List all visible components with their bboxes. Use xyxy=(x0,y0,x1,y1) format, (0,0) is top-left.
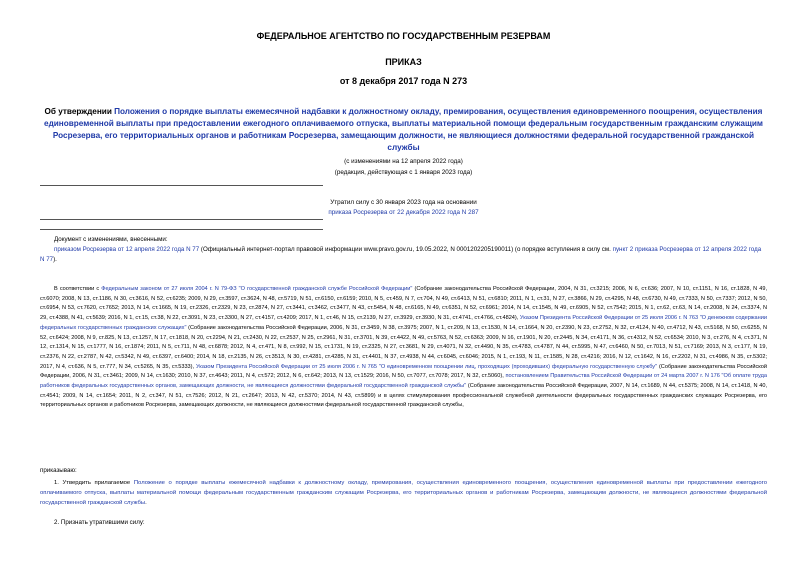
doc-changes-text-1: (Официальный интернет-портал правовой информации www.pravo.gov.ru, 19.05.2022, N 0001202205190011) (о порядке вступления в силу см. xyxy=(199,246,613,253)
preamble-link-decree-763[interactable]: Указом Президента Российской Федерации от 25 июля 2006 г. N 763 "О денежном содержании федеральных государственных гражданских служащих" xyxy=(40,315,767,331)
preamble-text-1: (Собрание законодательства Российской Федерации, 2004, N 31, ст.3215; 2006, N 6, ст.636; 2007, N 10, ст.1151, N 16, ст.1828, N 49, ст.6070; 2008, N 13, ст.1186, N 30, ст.3616, N 52, ст.6235; 2009, N 29, ст.3597, ст.3624, N 48, ст.5719, N 51, ст.6150, ст.6159; 2010, N 5, ст.459, N 7, ст.704, N 49, ст.6413, N 51, ст.6810; 2011, N 1, ст.31, N 27, ст.3866, N 29, ст.4295, N 48, ст.6730, N 49, ст.7333, N 50, ст.7337; 2012, N 50, ст.6954, N 53, ст.7620, ст.7652; 2013, N 14, ст.1665, N 19, ст.2326, ст.2329, N 23, ст.2874, N 27, ст.3441, ст.3462, ст.3477, N 43, ст.5454, N 48, ст.6165, N 49, ст.6351, N 52, ст.6961; 2014, N 14, ст.1545, N 49, ст.6905, N 52, ст.7542; 2015, N 1, ст.62, ст.63, N 14, ст.2008, N 24, ст.3374, N 29, ст.4388, N 41, ст.5639; 2016, N 1, ст.15, ст.38, N 22, ст.3091, N 23, ст.3300, N 27, ст.4157, ст.4209; 2017, N 1, ст.46, N 15, ст.2139, N 27, ст.3929, ст.3930, N 31, ст.4741, ст.4766, ст.4824), xyxy=(40,286,767,322)
doc-changes-entry xyxy=(40,245,767,264)
preamble-link-law[interactable]: Федеральным законом от 27 июля 2004 г. N 79-ФЗ "О государственной гражданской службе Российской Федерации" xyxy=(101,286,413,292)
preamble-text-3: (Собрание законодательства Российской Федерации, 2006, N 31, ст.3461; 2009, N 14, ст.1630; 2010, N 37, ст.4643; 2011, N 4, ст.572; 2012, N 6, ст.642; 2013, N 13, ст.1529; 2016, N 50, ст.7077, ст.7078; 2017, N 32, ст.5060), xyxy=(40,363,768,380)
preamble-link-resolution-176[interactable]: постановлением Правительства Российской Федерации от 24 марта 2007 г. N 176 "Об оплате труда работников федеральных государственных органов, замещающих должности, не являющиеся должностями федеральной государственной гражданской службы" xyxy=(40,373,768,390)
preamble-text-2: (Собрание законодательства Российской Федерации, 2006, N 31, ст.3459, N 38, ст.3975; 2007, N 1, ст.209, N 13, ст.1530, N 14, ст.1664, N 20, ст.2390, N 23, ст.2752, N 32, ст.4124, N 40, ст.4712, N 43, ст.5168, N 50, ст.6255, N 52, ст.6424; 2008, N 9, ст.825, N 13, ст.1257, N 17, ст.1818, N 20, ст.2294, N 21, ст.2430, N 22, ст.2537, N 25, ст.2961, N 31, ст.3701, N 39, ст.4422, N 49, ст.5763, N 52, ст.6363; 2009, N 16, ст.1901, N 20, ст.2445, N 34, ст.4171, N 36, ст.4312, N 52, ст.6534; 2010, N 3, ст.276, N 4, ст.371, N 12, ст.1314, N 15, ст.1777, N 16, ст.1874; 2011, N 5, ст.711, N 48, ст.6878; 2012, N 4, ст.471, N 8, ст.992, N 15, ст.1731, N 19, ст.2325, N 27, ст.3681, N 29, ст.4071, N 32, ст.4490, N 35, ст.4783, ст.4787, N 44, ст.5995, N 47, ст.6460, N 50, ст.7013, N 51, ст.7169; 2013, N 3, ст.177, N 19, ст.2376, N 22, ст.2787, N 42, ст.5342, N 49, ст.6397, ст.6400; 2014, N 18, ст.2135, N 26, ст.3513, N 30, ст.4281, ст.4285, N 31, ст.4401, N 37, ст.4938, N 44, ст.6045, ст.6046; 2015, N 1, ст.193, N 11, ст.1585, N 28, ст.4216; 2016, N 12, ст.1642, N 16, ст.2202, N 31, ст.4986, N 35, ст.5302; 2017, N 4, ст.636, N 5, ст.777, N 34, ст.5265, N 35, ст.5333), xyxy=(40,324,767,370)
divider-bottom xyxy=(40,229,323,230)
item1-link[interactable]: Положение о порядке выплаты ежемесячной надбавки к должностному окладу, премирования, осуществления единовременного поощрения, осуществления единовременной выплаты при предоставлении ежегодного оплачиваемого отпуска, выплаты материальной помощи федеральным государственным гражданским служащим Росрезерва, его территориальных органов и работникам Росрезерва, замещающим должности, не являющиеся должностями федеральной государственной гражданской службы xyxy=(40,480,767,506)
lost-force-note xyxy=(0,198,807,218)
doc-changes-heading: Документ с изменениями, внесенными: xyxy=(54,236,168,243)
agency-heading: ФЕДЕРАЛЬНОЕ АГЕНТСТВО ПО ГОСУДАРСТВЕННЫМ РЕЗЕРВАМ xyxy=(256,31,551,41)
changes-note: (с изменениями на 12 апреля 2022 года) xyxy=(344,158,463,165)
doc-type-heading: ПРИКАЗ xyxy=(385,57,422,67)
title-prefix: Об утверждении xyxy=(44,107,115,116)
divider-middle xyxy=(40,219,323,220)
edition-note: (редакция, действующая с 1 января 2023 года) xyxy=(334,169,473,176)
order-item-1 xyxy=(40,479,767,508)
preamble-link-decree-765[interactable]: Указом Президента Российской Федерации от 25 июля 2006 г. N 765 "О единовременном поощрении лиц, проходящих (проходивших) федеральную государственную службу" xyxy=(195,363,658,370)
item1-text-0: 1. Утвердить прилагаемое xyxy=(54,480,134,486)
doc-changes-link-2[interactable]: пункт 2 приказа Росрезерва от 12 апреля 2022 года N 77 xyxy=(40,246,762,263)
prikazyvayu-label: приказываю: xyxy=(40,467,77,474)
lost-force-link[interactable]: приказа Росрезерва от 22 декабря 2022 года N 287 xyxy=(328,209,479,216)
doc-changes-link-1[interactable]: приказом Росрезерва от 12 апреля 2022 года N 77 xyxy=(54,246,200,253)
doc-changes-text-2: ). xyxy=(53,255,57,263)
preamble xyxy=(40,285,767,411)
date-number-heading: от 8 декабря 2017 года N 273 xyxy=(339,76,468,86)
divider-top xyxy=(40,185,323,186)
document-title xyxy=(40,106,767,154)
preamble-text-4: (Собрание законодательства Российской Федерации, 2007, N 14, ст.1689, N 44, ст.5375; 2008, N 14, ст.1418, N 40, ст.4541; 2009, N 14, ст.1654; 2011, N 2, ст.347, N 51, ст.7526; 2012, N 21, ст.2647; 2013, N 42, ст.5370; 2014, N 43, ст.5899) и в целях стимулирования профессиональной служебной деятельности федеральных государственных гражданских служащих Росрезерва, его территориальных органов и работников Росрезерва, замещающих должности, не являющиеся должностями федеральной государственной гражданской службы, xyxy=(40,383,768,409)
title-link[interactable]: Положения о порядке выплаты ежемесячной надбавки к должностному окладу, премирования, осуществления единовременного поощрения, осуществления единовременной выплаты при предоставлении ежегодного оплачиваемого отпуска, выплаты материальной помощи федеральным государственным гражданским служащим Росрезерва, его территориальных органов и работникам Росрезерва, замещающим должности, не являющиеся должностями федеральной государственной гражданской службы xyxy=(44,107,763,152)
order-item-2: 2. Признать утратившими силу: xyxy=(54,519,145,526)
lost-force-text: Утратил силу с 30 января 2023 года на основании xyxy=(330,199,477,206)
item1-text-1: . xyxy=(145,499,147,506)
preamble-text-0: В соответствии с xyxy=(54,286,102,292)
